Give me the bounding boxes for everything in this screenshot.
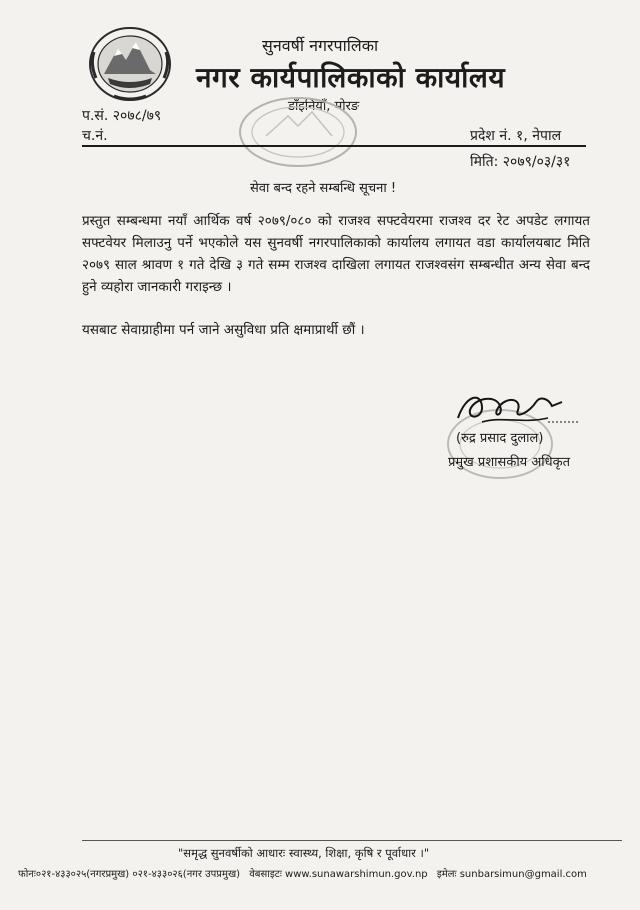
notice-subject: सेवा बन्द रहने सम्बन्धि सूचना ! (250, 181, 397, 196)
footer-website: वेबसाइटः www.sunawarshimun.gov.np (249, 869, 428, 880)
footer-email: इमेलः sunbarsimun@gmail.com (436, 869, 587, 880)
footer-divider (82, 840, 622, 841)
signatory-title: प्रमुख प्रशासकीय अधिकृत (448, 455, 571, 470)
letter-date: मिति: २०७९/०३/३१ (470, 154, 571, 170)
reference-number: प.सं. २०७८/७९ (82, 108, 162, 124)
handwritten-signature-icon (452, 388, 582, 430)
footer-motto: "समृद्ध सुनवर्षीको आधारः स्वास्थ्य, शिक्षा, कृषि र पूर्वाधार ।" (178, 846, 430, 860)
office-location: डाँइनियाँ, मोरङ (288, 99, 360, 114)
footer-phone: फोनः०२१-४३३०२५(नगरप्रमुख) ०२१-४३३०२६(नगर उपप्रमुख) (18, 869, 241, 880)
notice-body: प्रस्तुत सम्बन्धमा नयाँ आर्थिक वर्ष २०७९/०८० को राजश्व सफ्टवेयरमा राजश्व दर रेट अपडेट लगायत सफ्टवेयर मिलाउनु पर्ने भएकोले यस सुनवर्षी नगरपालिकाको कार्यालय लगायत वडा कार्यालयबाट मिति २०७९ साल श्रावण १ गते देखि ३ गते सम्म राजश्व दाखिला लगायत राजश्वसंग सम्बन्धीत अन्य सेवा बन्द हुने व्यहोरा जानकारी गराइन्छ । (82, 213, 590, 295)
office-stamp-icon (228, 92, 368, 172)
header-divider (82, 145, 586, 147)
government-emblem-icon (84, 22, 176, 104)
footer-contact (18, 866, 622, 880)
signatory-name: (रुद्र प्रसाद दुलाल) (456, 431, 544, 446)
dispatch-number: च.नं. (82, 128, 108, 144)
notice-apology: यसबाट सेवाग्राहीमा पर्न जाने असुविधा प्रति क्षमाप्रार्थी छौं । (82, 322, 365, 338)
province-label: प्रदेश नं. १, नेपाल (470, 128, 562, 144)
office-title: नगर कार्यपालिकाको कार्यालय (196, 61, 506, 94)
municipality-name: सुनवर्षी नगरपालिका (262, 36, 379, 55)
